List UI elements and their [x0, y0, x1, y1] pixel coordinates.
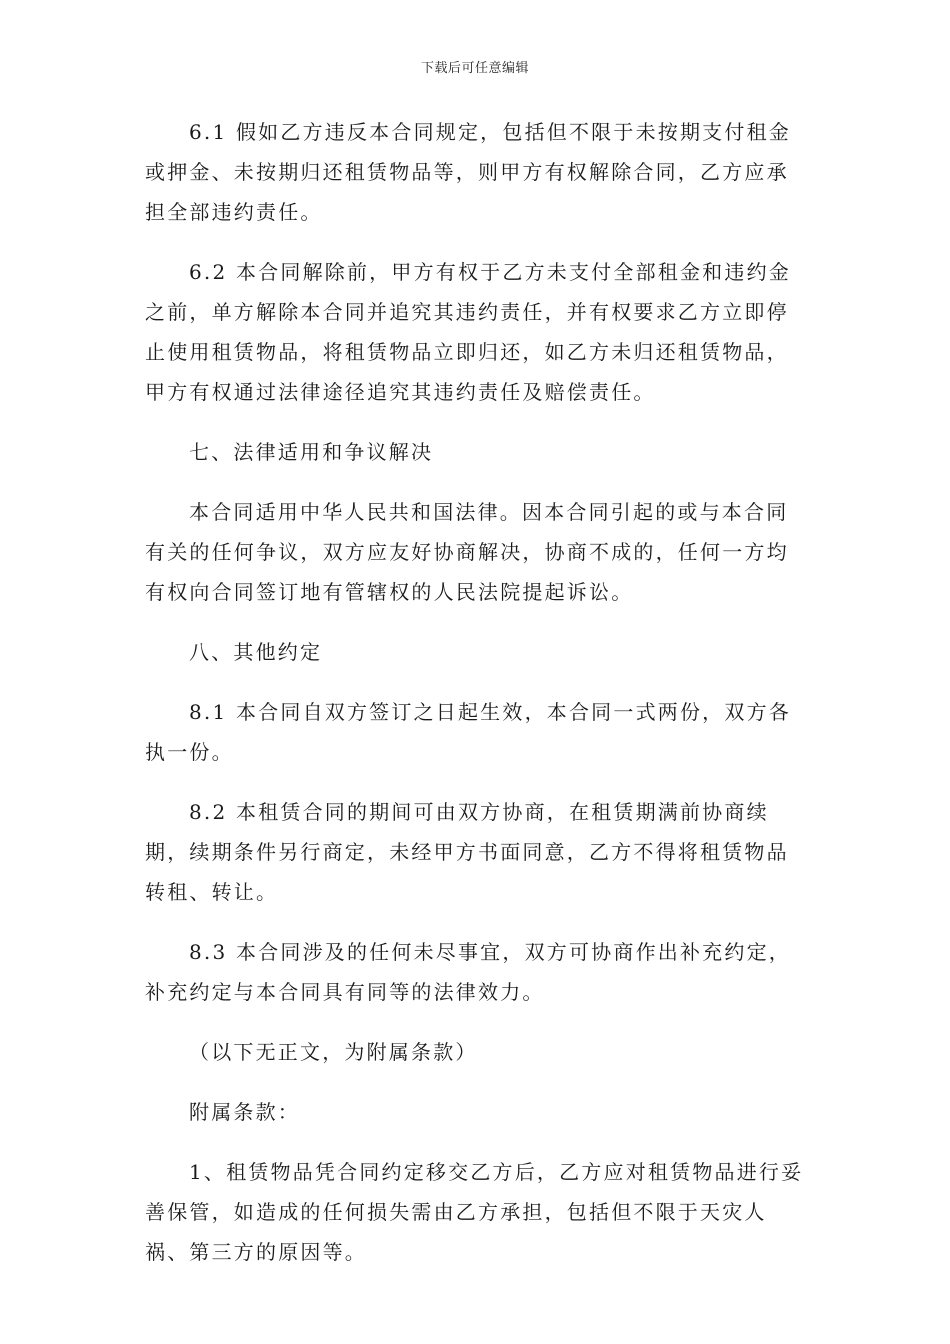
clause-6-1: 6.1 假如乙方违反本合同规定，包括但不限于未按期支付租金或押金、未按期归还租赁物品等，则甲方有权解除合同，乙方应承担全部违约责任。 — [145, 120, 791, 224]
document-body — [145, 112, 805, 1292]
appendix-heading: 附属条款： — [189, 1100, 300, 1124]
clause-8-2: 8.2 本租赁合同的期间可由双方协商，在租赁期满前协商续期，续期条件另行商定，未经甲方书面同意，乙方不得将租赁物品转租、转让。 — [145, 800, 789, 904]
appendix-clause-1: 1、租赁物品凭合同约定移交乙方后，乙方应对租赁物品进行妥善保管，如造成的任何损失需由乙方承担，包括但不限于天灾人祸、第三方的原因等。 — [145, 1160, 804, 1264]
section-heading-8: 八、其他约定 — [189, 640, 323, 664]
end-of-text-note: （以下无正文，为附属条款） — [189, 1040, 478, 1064]
section-heading-7: 七、法律适用和争议解决 — [189, 440, 434, 464]
clause-8-1: 8.1 本合同自双方签订之日起生效，本合同一式两份，双方各执一份。 — [145, 700, 791, 764]
section-7-body: 本合同适用中华人民共和国法律。因本合同引起的或与本合同有关的任何争议，双方应友好协商解决，协商不成的，任何一方均有权向合同签订地有管辖权的人民法院提起诉讼。 — [145, 500, 789, 604]
download-note: 下载后可任意编辑 — [420, 61, 529, 76]
clause-6-2: 6.2 本合同解除前，甲方有权于乙方未支付全部租金和违约金之前，单方解除本合同并追究其违约责任，并有权要求乙方立即停止使用租赁物品，将租赁物品立即归还，如乙方未归还租赁物品，甲方有权通过法律途径追究其违约责任及赔偿责任。 — [145, 260, 791, 404]
clause-8-3: 8.3 本合同涉及的任何未尽事宜，双方可协商作出补充约定，补充约定与本合同具有同等的法律效力。 — [145, 940, 791, 1004]
